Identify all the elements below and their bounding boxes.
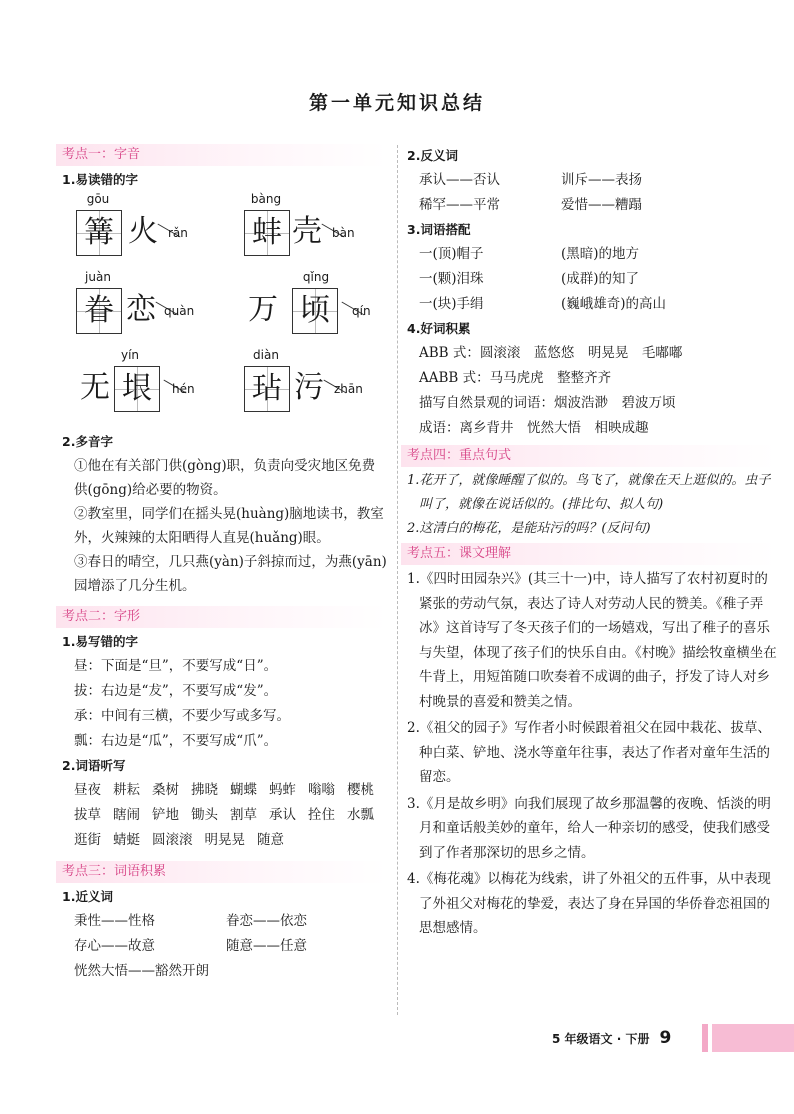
sentence-item: 2.这清白的梅花，是能玷污的吗？(反问句) <box>407 521 651 536</box>
word: 蚂蚱 <box>269 782 296 798</box>
word: 蝴蝶 <box>230 782 257 798</box>
pinyin: yín <box>120 348 140 362</box>
polyphonic-para: ②教室里，同学们在摇头晃(huàng)脑地读书，教室外，火辣辣的太阳晒得人直晃(huǎng)眼。 <box>74 506 384 546</box>
section-head-form: 考点二：字形 <box>56 606 387 628</box>
char-box: 蚌 <box>244 210 290 256</box>
subhead-antonyms: 2.反义词 <box>407 148 458 163</box>
section-head-text-understanding: 考点五：课文理解 <box>401 543 777 565</box>
miswritten-line: 昼：下面是“旦”，不要写成“日”。 <box>74 658 278 674</box>
synonym-pair: 存心——故意 <box>74 938 155 954</box>
right-column <box>407 140 777 943</box>
collocation-item: 一(顶)帽子 <box>419 246 484 262</box>
char-box: 篝 <box>76 210 122 256</box>
good-words-line: AABB 式：马马虎虎 整整齐齐 <box>419 370 612 386</box>
word: 樱桃 <box>347 782 374 798</box>
collocation-item: 一(颗)泪珠 <box>419 271 484 287</box>
collocation-table <box>407 242 777 317</box>
miswritten-line: 瓢：右边是“瓜”，不要写成“爪”。 <box>74 733 278 749</box>
word: 耕耘 <box>113 782 140 798</box>
wrong-pinyin: rǎn <box>168 226 188 240</box>
word: 锄头 <box>191 807 218 823</box>
page-number: 9 <box>659 1028 672 1048</box>
word: 嗡嗡 <box>308 782 335 798</box>
collocation-item: (黑暗)的地方 <box>561 246 640 262</box>
wrong-pinyin: hén <box>172 382 195 396</box>
miswritten-line: 承：中间有三横，不要少写或多写。 <box>74 708 290 724</box>
subhead-misread-chars: 1.易读错的字 <box>62 172 138 187</box>
char-plain: 无 <box>80 370 110 405</box>
synonym-pair: 随意——任意 <box>226 938 307 954</box>
collocation-item: 一(块)手绢 <box>419 296 484 312</box>
word: 铲地 <box>152 807 179 823</box>
collocation-item: (成群)的知了 <box>561 271 640 287</box>
antonym-pair: 承认——否认 <box>419 172 500 188</box>
word: 割草 <box>230 807 257 823</box>
section-head-sentences: 考点四：重点句式 <box>401 445 777 467</box>
pinyin: bàng <box>250 192 282 206</box>
collocation-item: (巍峨雄奇)的高山 <box>561 296 667 312</box>
pinyin: juàn <box>85 270 111 284</box>
footer-accent-block <box>712 1024 794 1052</box>
pinyin: gōu <box>86 192 110 206</box>
subhead-synonyms: 1.近义词 <box>62 889 113 904</box>
subhead-good-words: 4.好词积累 <box>407 321 471 336</box>
left-column <box>62 140 387 984</box>
page-footer <box>552 1024 794 1052</box>
word: 瞎闹 <box>113 807 140 823</box>
polyphonic-para: ③春日的晴空，几只燕(yàn)子斜掠而过，为燕(yān)园增添了几分生机。 <box>74 554 387 594</box>
antonym-pair: 稀罕——平常 <box>419 197 500 213</box>
char-plain: 壳 <box>292 214 322 249</box>
footer-accent-bar <box>702 1024 708 1052</box>
word: 逛街 <box>74 832 101 848</box>
char-box: 玷 <box>244 366 290 412</box>
word: 明晃晃 <box>204 832 245 848</box>
miswritten-line: 拔：右边是“犮”，不要写成“发”。 <box>74 683 278 699</box>
synonym-pair: 秉性——性格 <box>74 913 155 929</box>
understanding-item: 3.《月是故乡明》向我们展现了故乡那温馨的夜晚、恬淡的明月和童话般美妙的童年，给人一种亲切的感受，使我们感受到了作者那深切的思乡之情。 <box>407 795 771 861</box>
subhead-collocation: 3.词语搭配 <box>407 222 471 237</box>
synonym-pair: 恍然大悟——豁然开朗 <box>74 963 209 979</box>
subhead-miswritten: 1.易写错的字 <box>62 634 138 649</box>
understanding-item: 1.《四时田园杂兴》(其三十一)中，诗人描写了农村初夏时的紧张的劳动气氛，表达了诗人对劳动人民的赞美。《稚子弄冰》这首诗写了冬天孩子们的一场嬉戏，写出了稚子的喜乐与失望，体现了孩子们的快乐自由。《村晚》描绘牧童横坐在牛背上，用短笛随口吹奏着不成调的曲子，抒发了诗人对乡村晚景的喜爱和赞美之情。 <box>407 571 777 710</box>
pinyin: diàn <box>253 348 279 362</box>
wrong-pinyin: bàn <box>332 226 355 240</box>
wrong-pinyin: quàn <box>164 304 195 318</box>
good-words-line: ABB 式：圆滚滚 蓝悠悠 明晃晃 毛嘟嘟 <box>419 345 683 361</box>
subhead-dictation: 2.词语听写 <box>62 758 126 773</box>
understanding-item: 4.《梅花魂》以梅花为线索，讲了外祖父的五件事，从中表现了外祖父对梅花的挚爱，表达了身在异国的华侨眷恋祖国的思想感情。 <box>407 871 771 936</box>
section-head-pronunciation: 考点一：字音 <box>56 144 387 166</box>
word: 蜻蜓 <box>113 832 140 848</box>
antonym-pair: 爱惜——糟蹋 <box>561 197 642 213</box>
char-box: 垠 <box>114 366 160 412</box>
pinyin: qǐng <box>302 270 330 284</box>
antonym-table <box>407 168 777 218</box>
char-box: 顷 <box>292 288 338 334</box>
word: 拔草 <box>74 807 101 823</box>
good-words-line: 成语：离乡背井 恍然大悟 相映成趣 <box>419 420 649 436</box>
subhead-polyphonic: 2.多音字 <box>62 434 113 449</box>
page-title: 第一单元知识总结 <box>308 92 485 114</box>
word: 水瓢 <box>347 807 374 823</box>
wrong-pinyin: qín <box>352 304 371 318</box>
misread-char-grid <box>62 192 387 430</box>
dictation-words <box>62 778 387 853</box>
understanding-item: 2.《祖父的园子》写作者小时候跟着祖父在园中栽花、拔草、种白菜、铲地、浇水等童年往事，表达了作者对童年生活的留恋。 <box>407 720 771 785</box>
word: 桑树 <box>152 782 179 798</box>
synonym-pair: 眷恋——依恋 <box>226 913 307 929</box>
polyphonic-para: ①他在有关部门供(gòng)职，负责向受灾地区免费供(gōng)给必要的物资。 <box>74 458 376 498</box>
word: 拂晓 <box>191 782 218 798</box>
good-words-line: 描写自然景观的词语：烟波浩渺 碧波万顷 <box>419 395 676 411</box>
char-box: 眷 <box>76 288 122 334</box>
word: 随意 <box>257 832 284 848</box>
word: 承认 <box>269 807 296 823</box>
synonym-table <box>62 909 387 984</box>
wrong-pinyin: zhān <box>334 382 363 396</box>
word: 昼夜 <box>74 782 101 798</box>
section-head-vocab: 考点三：词语积累 <box>56 861 387 883</box>
antonym-pair: 训斥——表扬 <box>561 172 642 188</box>
char-plain: 火 <box>128 214 158 249</box>
column-divider <box>397 145 398 1015</box>
char-plain: 万 <box>248 292 278 327</box>
book-label: 5 年级语文 · 下册 <box>552 1031 650 1046</box>
word: 拴住 <box>308 807 335 823</box>
char-plain: 污 <box>294 370 324 405</box>
sentence-item: 1.花开了，就像睡醒了似的。鸟飞了，就像在天上逛似的。虫子叫了，就像在说话似的。(排比句、拟人句) <box>407 473 771 512</box>
word: 圆滚滚 <box>152 832 193 848</box>
char-plain: 恋 <box>126 292 156 327</box>
